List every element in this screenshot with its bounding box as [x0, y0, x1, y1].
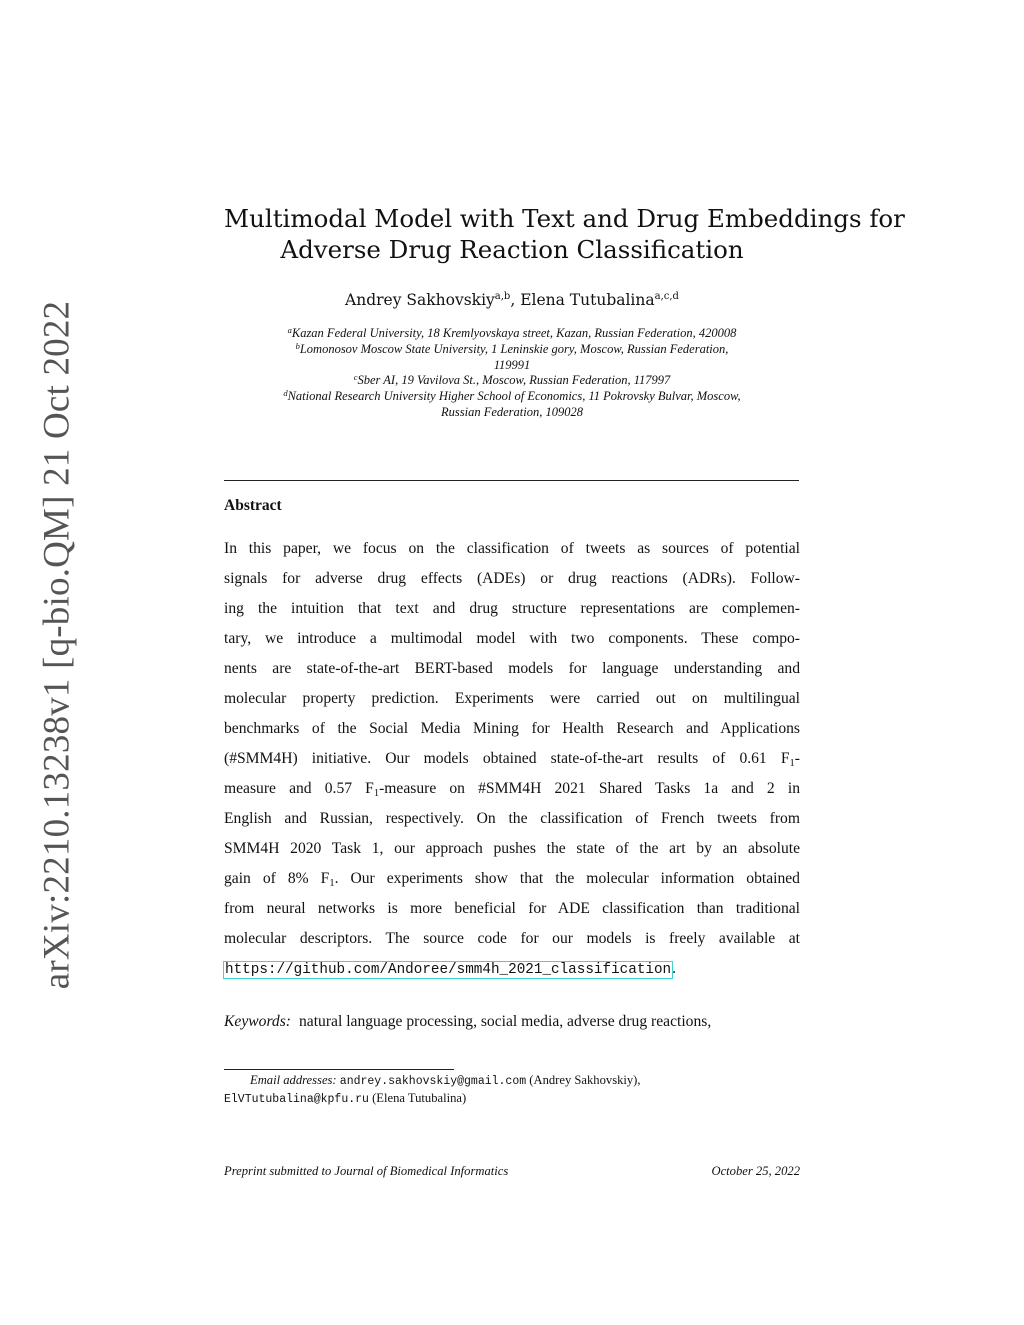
- subscript: 1: [789, 758, 795, 769]
- footnote-label: Email addresses:: [250, 1073, 337, 1087]
- affiliation-text: 119991: [493, 357, 531, 372]
- affiliation-text: Sber AI, 19 Vavilova St., Moscow, Russian Federation, 117997: [357, 373, 671, 388]
- abstract-line: nents are state-of-the-art BERT-based models for language understanding and: [224, 660, 800, 677]
- author-affiliation-marks: a,b: [494, 291, 511, 302]
- affiliation-text: Lomonosov Moscow State University, 1 Leninskie gory, Moscow, Russian Federation,: [299, 341, 729, 356]
- author-list: [224, 289, 800, 311]
- affiliation-b-continued: [224, 358, 800, 374]
- affiliation-mark: d: [283, 388, 288, 399]
- affiliation-d-continued: [224, 405, 800, 421]
- footnote-rule: [224, 1069, 454, 1070]
- paper-title-line-1: Multimodal Model with Text and Drug Embeddings for: [224, 204, 905, 233]
- subscript: 1: [373, 788, 380, 799]
- keywords: [224, 1013, 800, 1031]
- abstract-line: molecular descriptors. The source code for our models is freely available at: [224, 930, 800, 947]
- abstract-line: ing the intuition that text and drug structure representations are complemen-: [224, 600, 800, 617]
- abstract-line: signals for adverse drug effects (ADEs) or drug reactions (ADRs). Follow-: [224, 570, 800, 587]
- abstract-body: [224, 534, 800, 984]
- email-address[interactable]: ElVTutubalina@kpfu.ru: [224, 1093, 369, 1106]
- keywords-text: natural language processing, social media, adverse drug reactions,: [299, 1013, 712, 1030]
- affiliations: [224, 326, 800, 421]
- abstract-heading: Abstract: [224, 497, 282, 514]
- affiliation-text: Kazan Federal University, 18 Kremlyovskaya street, Kazan, Russian Federation, 420008: [291, 326, 737, 340]
- affiliation-mark: a: [287, 325, 292, 335]
- abstract-line: molecular property prediction. Experiments were carried out on multilingual: [224, 690, 800, 707]
- author-name: Andrey Sakhovskiy: [345, 291, 495, 309]
- affiliation-mark: c: [353, 372, 358, 383]
- paper-title: [224, 203, 905, 265]
- email-owner: (Andrey Sakhovskiy),: [529, 1073, 641, 1087]
- abstract-top-rule: [224, 480, 799, 481]
- abstract-line: tary, we introduce a multimodal model with two components. These compo-: [224, 630, 800, 647]
- abstract-text: . Our experiments show that the molecular information obtained: [334, 870, 800, 887]
- footnote-line: [224, 1072, 800, 1090]
- abstract-line: English and Russian, respectively. On the classification of French tweets from: [224, 810, 800, 827]
- affiliation-text: National Research University Higher School of Economics, 11 Pokrovsky Bulvar, Moscow,: [287, 389, 741, 404]
- abstract-text: (#SMM4H) initiative. Our models obtained state-of-the-art results of 0.61 F: [224, 750, 790, 767]
- abstract-line: [224, 744, 800, 774]
- repository-link[interactable]: https://github.com/Andoree/smm4h_2021_classification: [225, 962, 672, 978]
- affiliation-c: [224, 373, 800, 389]
- email-address[interactable]: andrey.sakhovskiy@gmail.com: [339, 1075, 527, 1088]
- email-owner: (Elena Tutubalina): [372, 1091, 467, 1105]
- abstract-line: from neural networks is more beneficial for ADE classification than traditional: [224, 900, 800, 917]
- paper-title-line-2: Adverse Drug Reaction Classification: [280, 235, 744, 264]
- subscript: 1: [329, 878, 335, 889]
- affiliation-mark: b: [295, 340, 300, 351]
- abstract-text: measure and 0.57 F: [224, 780, 374, 797]
- preprint-date: October 25, 2022: [711, 1164, 800, 1178]
- abstract-text: -: [794, 750, 800, 767]
- abstract-line: In this paper, we focus on the classification of tweets as sources of potential: [224, 540, 800, 557]
- author-affiliation-marks: a,c,d: [654, 291, 679, 302]
- author-separator: ,: [510, 291, 521, 309]
- preprint-note: Preprint submitted to Journal of Biomedical Informatics: [224, 1164, 509, 1178]
- arxiv-identifier-stamp: arXiv:2210.13238v1 [q-bio.QM] 21 Oct 2022: [36, 300, 78, 990]
- affiliation-d: [224, 389, 800, 405]
- affiliation-a: [224, 326, 800, 342]
- abstract-line: [224, 774, 800, 804]
- affiliation-text: Russian Federation, 109028: [440, 404, 583, 419]
- email-footnote: [224, 1072, 800, 1108]
- abstract-text: .: [672, 960, 677, 977]
- abstract-line: SMM4H 2020 Task 1, our approach pushes the state of the art by an absolute: [224, 840, 800, 857]
- keywords-label: Keywords:: [224, 1013, 291, 1030]
- affiliation-b: [224, 342, 800, 358]
- abstract-text: gain of 8% F: [224, 870, 330, 887]
- footnote-line: [224, 1090, 800, 1108]
- abstract-text: -measure on #SMM4H 2021 Shared Tasks 1a and 2 in: [379, 780, 800, 797]
- abstract-line: [224, 864, 800, 894]
- author-name: Elena Tutubalina: [520, 291, 655, 309]
- abstract-line: benchmarks of the Social Media Mining for Health Research and Applications: [224, 720, 800, 737]
- abstract-line: [224, 954, 800, 984]
